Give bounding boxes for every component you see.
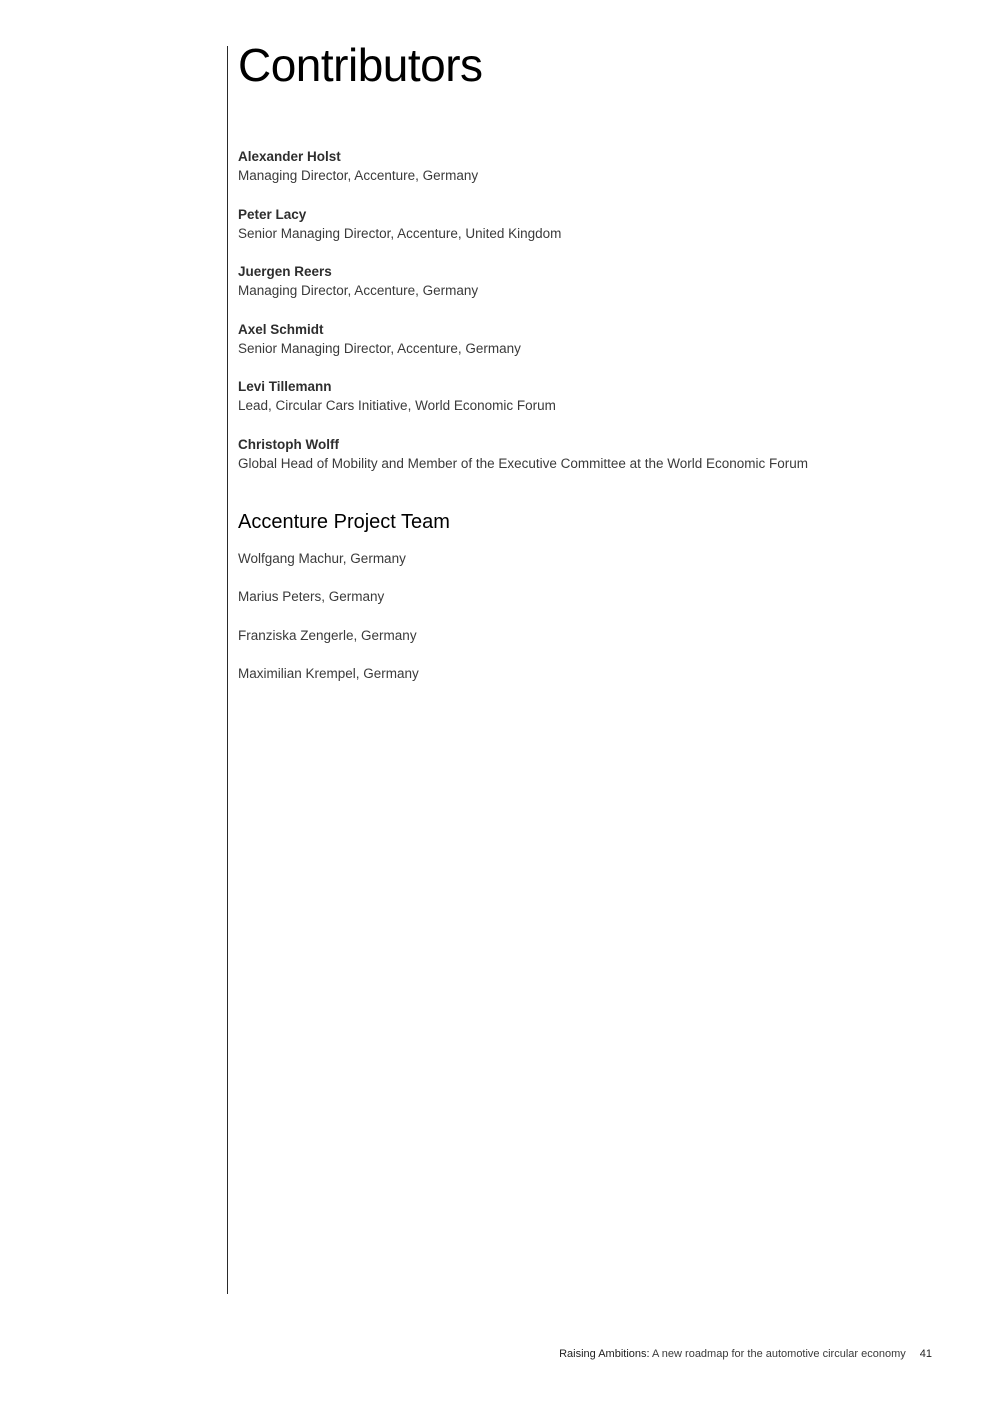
page-number: 41 xyxy=(919,1348,932,1360)
contributor-name: Alexander Holst xyxy=(238,149,341,164)
contributor-entry xyxy=(238,205,958,263)
team-member: Wolfgang Machur, Germany xyxy=(238,551,406,566)
contributor-name: Juergen Reers xyxy=(238,264,332,279)
contributor-entry xyxy=(238,262,958,320)
contributor-name: Peter Lacy xyxy=(238,206,307,222)
team-member: Franziska Zengerle, Germany xyxy=(238,627,417,643)
contributors-list xyxy=(238,147,958,492)
team-member: Maximilian Krempel, Germany xyxy=(238,665,419,681)
contributor-entry xyxy=(238,435,958,493)
contributor-role: Lead, Circular Cars Initiative, World Economic Forum xyxy=(238,398,556,413)
contributor-name: Levi Tillemann xyxy=(238,379,332,394)
page-title: Contributors xyxy=(238,39,483,91)
contributor-entry xyxy=(238,377,958,435)
team-member: Marius Peters, Germany xyxy=(238,589,385,605)
contributor-role: Senior Managing Director, Accenture, United Kingdom xyxy=(238,225,562,241)
footer-report-subtitle: A new roadmap for the automotive circular economy xyxy=(649,1348,906,1360)
contributor-entry xyxy=(238,147,958,205)
contributor-role: Managing Director, Accenture, Germany xyxy=(238,283,479,298)
left-vertical-rule xyxy=(227,46,228,1294)
contributor-entry xyxy=(238,320,958,378)
contributor-role: Senior Managing Director, Accenture, Germany xyxy=(238,340,521,356)
contributor-name: Axel Schmidt xyxy=(238,321,324,337)
contributor-role: Managing Director, Accenture, Germany xyxy=(238,168,479,183)
page-footer xyxy=(559,1346,932,1362)
project-team-heading: Accenture Project Team xyxy=(238,511,450,533)
contributor-name: Christoph Wolff xyxy=(238,436,339,452)
footer-report-title: Raising Ambitions: xyxy=(559,1348,650,1360)
project-team-list xyxy=(238,549,958,702)
contributor-role: Global Head of Mobility and Member of the Executive Committee at the World Economic Forum xyxy=(238,455,808,471)
